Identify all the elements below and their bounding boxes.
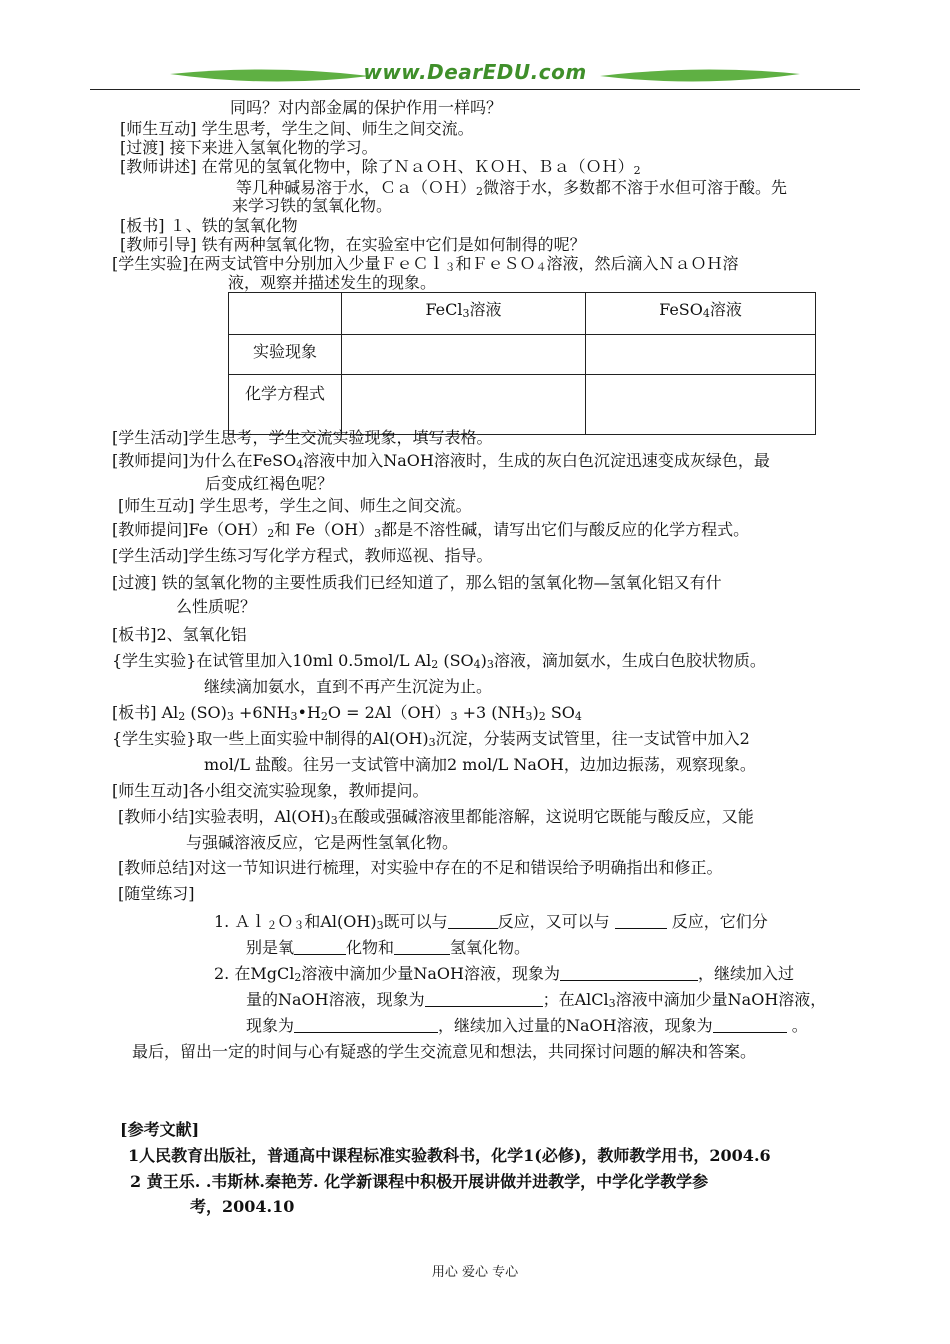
text-line: 液，观察并描述发生的现象。 — [228, 273, 437, 292]
text-line: 与强碱溶液反应，它是两性氢氧化物。 — [186, 833, 459, 852]
table-row-label: 化学方程式 — [229, 375, 342, 435]
page-footer: 用心 爱心 专心 — [431, 1265, 519, 1280]
exercise-2-cont: 现象为 ，继续加入过量的NaOH溶液，现象为 。 — [246, 1016, 808, 1035]
table-cell — [586, 375, 816, 435]
answer-blank[interactable] — [615, 912, 667, 929]
text-line: [学生活动]学生练习写化学方程式，教师巡视、指导。 — [112, 546, 493, 565]
experiment-table — [228, 292, 816, 435]
answer-blank[interactable] — [294, 938, 346, 955]
reference-item: 1人民教育出版社，普通高中课程标准实验教科书，化学1(必修)，教师教学用书，2004.6 — [128, 1146, 771, 1165]
header-rule — [90, 89, 860, 90]
table-row — [229, 335, 816, 375]
text-line: [教师提问]Fe（OH）2和 Fe（OH）3都是不溶性碱，请写出它们与酸反应的化学方程式。 — [112, 520, 750, 540]
reference-item: 2 黄王乐. .韦斯林.秦艳芳. 化学新课程中积极开展讲做并进教学，中学化学教学参 — [130, 1172, 709, 1191]
table-row-label: 实验现象 — [229, 335, 342, 375]
text-line: [师生互动] 学生思考，学生之间、师生之间交流。 — [120, 119, 474, 138]
text-line: mol/L 盐酸。往另一支试管中滴加2 mol/L NaOH，边加边振荡，观察现象。 — [204, 755, 756, 774]
text-line: [教师讲述] 在常见的氢氧化物中，除了ＮａＯＨ、ＫＯＨ、Ｂａ（ＯＨ）2 — [120, 157, 641, 177]
answer-blank[interactable] — [425, 990, 543, 1007]
text-line: [过渡] 铁的氢氧化物的主要性质我们已经知道了，那么铝的氢氧化物—氢氧化铝又有什 — [112, 573, 722, 592]
references-heading: [参考文献] — [120, 1120, 200, 1139]
table-cell — [586, 335, 816, 375]
table-header-feso4: FeSO4溶液 — [586, 293, 816, 335]
page-header — [90, 58, 860, 92]
answer-blank[interactable] — [713, 1016, 787, 1033]
text-line: {学生实验}在试管里加入10ml 0.5mol/L Al2 (SO4)3溶液，滴加氨水，生成白色胶状物质。 — [112, 651, 766, 671]
text-line: 同吗？对内部金属的保护作用一样吗？ — [230, 98, 503, 117]
text-line: 么性质呢？ — [176, 597, 257, 616]
text-line: [板书] Al2 (SO)3 +6NH3•H2O = 2Al（OH）3 +3 (NH3)2 SO4 — [112, 703, 582, 723]
exercise-1-cont: 别是氧 化物和 氢氧化物。 — [246, 938, 531, 957]
exercise-2-cont: 量的NaOH溶液，现象为 ；在AlCl3溶液中滴加少量NaOH溶液， — [246, 990, 827, 1010]
text-line: [随堂练习] — [118, 884, 195, 903]
answer-blank[interactable] — [560, 964, 698, 981]
answer-blank[interactable] — [448, 912, 498, 929]
text-line: 等几种碱易溶于水，Ｃａ（ＯＨ）2微溶于水，多数都不溶于水但可溶于酸。先 — [236, 178, 788, 198]
answer-blank[interactable] — [294, 1016, 438, 1033]
text-line: 后变成红褐色呢？ — [205, 474, 334, 493]
text-line: [教师小结]实验表明，Al(OH)3在酸或强碱溶液里都能溶解，这说明它既能与酸反应，又能 — [118, 807, 754, 827]
site-brand: www.DearEDU.com — [363, 60, 587, 84]
text-line: [师生互动] 学生思考，学生之间、师生之间交流。 — [118, 496, 472, 515]
text-line: 最后，留出一定的时间与心有疑惑的学生交流意见和想法，共同探讨问题的解决和答案。 — [132, 1042, 757, 1061]
text-line: [板书]2、氢氧化铝 — [112, 625, 247, 644]
text-line: 继续滴加氨水，直到不再产生沉淀为止。 — [204, 677, 493, 696]
text-line: [学生活动]学生思考，学生交流实验现象，填写表格。 — [112, 428, 493, 447]
text-line: [学生实验]在两支试管中分别加入少量ＦｅＣｌ３和ＦｅＳＯ４溶液，然后滴入ＮａＯＨ溶 — [112, 254, 739, 274]
text-line: [板书] １、铁的氢氧化物 — [120, 216, 298, 235]
table-cell — [342, 375, 586, 435]
text-line: [过渡] 接下来进入氢氧化物的学习。 — [120, 138, 378, 157]
table-cell — [342, 335, 586, 375]
text-line: {学生实验}取一些上面实验中制得的Al(OH)3沉淀，分装两支试管里，往一支试管中加入2 — [112, 729, 750, 749]
table-row — [229, 375, 816, 435]
text-line: [教师提问]为什么在FeSO4溶液中加入NaOH溶液时，生成的灰白色沉淀迅速变成灰绿色，最 — [112, 451, 770, 471]
exercise-2: 2. 在MgCl2溶液中滴加少量NaOH溶液，现象为 ，继续加入过 — [214, 964, 794, 984]
text-line: [师生互动]各小组交流实验现象，教师提问。 — [112, 781, 429, 800]
table-cell — [229, 293, 342, 335]
answer-blank[interactable] — [394, 938, 450, 955]
text-line: [教师总结]对这一节知识进行梳理，对实验中存在的不足和错误给予明确指出和修正。 — [118, 858, 723, 877]
text-line: 来学习铁的氢氧化物。 — [232, 196, 393, 215]
text-line: [教师引导] 铁有两种氢氧化物，在实验室中它们是如何制得的呢？ — [120, 235, 586, 254]
table-header-fecl3: FeCl3溶液 — [342, 293, 586, 335]
table-row — [229, 293, 816, 335]
exercise-1: 1. Ａｌ２Ｏ３和Al(OH)3既可以与 反应，又可以与 反应，它们分 — [214, 912, 768, 932]
reference-item: 考，2004.10 — [190, 1197, 295, 1216]
